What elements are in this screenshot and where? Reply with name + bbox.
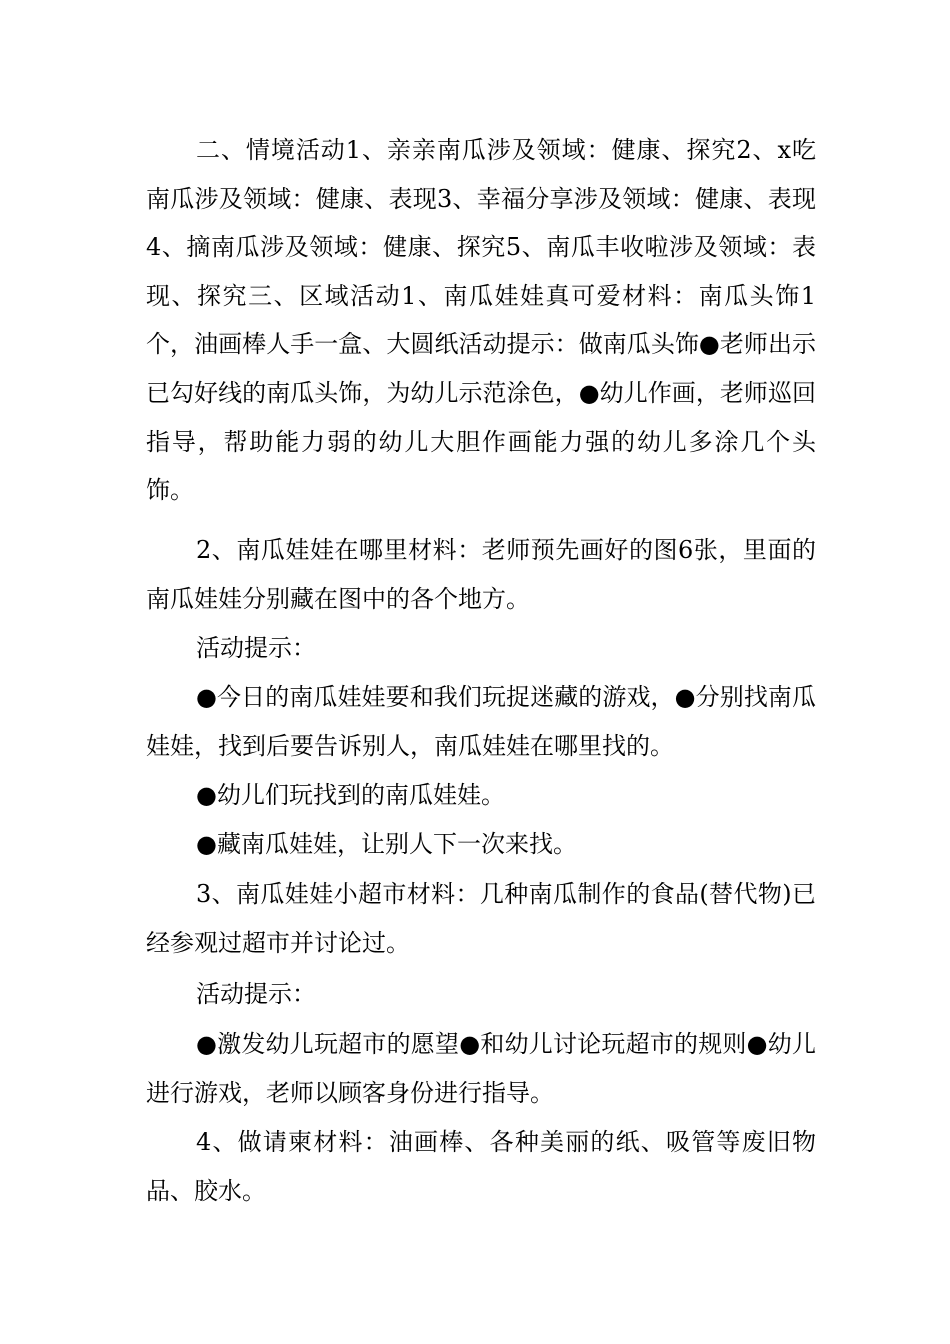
paragraph-hide-and-seek: ●今日的南瓜娃娃要和我们玩捉迷藏的游戏，●分别找南瓜娃娃，找到后要告诉别人，南瓜娃娃在哪里找的。	[146, 683, 816, 760]
paragraph-activity-tips-1: 活动提示：	[196, 634, 316, 662]
paragraph-play-found-doll: ●幼儿们玩找到的南瓜娃娃。	[196, 781, 505, 809]
paragraph-make-invitation: 4、做请柬材料：油画棒、各种美丽的纸、吸管等废旧物品、胶水。	[146, 1128, 816, 1205]
paragraph-activity-tips-2: 活动提示：	[196, 980, 316, 1008]
paragraph-hide-doll: ●藏南瓜娃娃，让别人下一次来找。	[196, 830, 577, 858]
paragraph-supermarket-rules: ●激发幼儿玩超市的愿望●和幼儿讨论玩超市的规则●幼儿进行游戏，老师以顾客身份进行指导。	[146, 1030, 816, 1107]
paragraph-where-is-pumpkin-doll: 2、南瓜娃娃在哪里材料：老师预先画好的图6张，里面的南瓜娃娃分别藏在图中的各个地方。	[146, 536, 816, 613]
paragraph-pumpkin-supermarket: 3、南瓜娃娃小超市材料：几种南瓜制作的食品(替代物)已经参观过超市并讨论过。	[146, 880, 816, 957]
paragraph-situational-activities: 二、情境活动1、亲亲南瓜涉及领域：健康、探究2、x吃南瓜涉及领域：健康、表现3、幸福分享涉及领域：健康、表现4、摘南瓜涉及领域：健康、探究5、南瓜丰收啦涉及领域：表现、探究三、区域活动1、南瓜娃娃真可爱材料：南瓜头饰1个，油画棒人手一盒、大圆纸活动提示：做南瓜头饰●老师出示已勾好线的南瓜头饰，为幼儿示范涂色，●幼儿作画，老师巡回指导，帮助能力弱的幼儿大胆作画能力强的幼儿多涂几个头饰。	[146, 136, 816, 505]
